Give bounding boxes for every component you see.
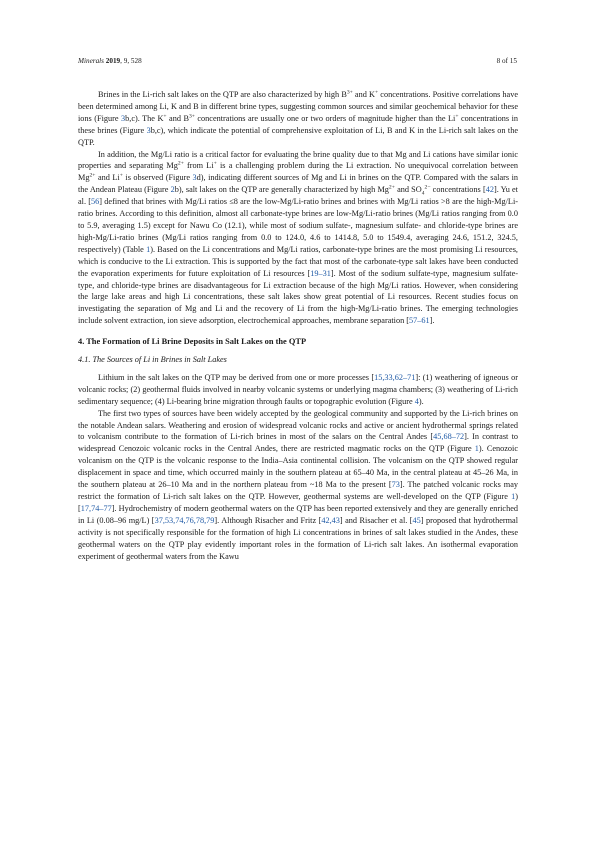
journal-name: Minerals [78,57,104,65]
paragraph: In addition, the Mg/Li ratio is a critical factor for evaluating the brine quality due to that Mg and Li cations have similar ionic properties and separating $Mg^{2+}$ from Li+ is a challenging problem during the Li extraction. No unequivocal correlation between $Mg^{2+}$ and Li+ is observed (Figure 3d), indicating different sources of Mg and Li in brines on the QTP. Compared with the salars in the Andean Plateau (Figure 2b), salt lakes on the QTP are generally characterized by high $Mg^{2+}$ and $SO_4^{2-}$ concentrations [42]. Yu et al. [56] defined that brines with Mg/Li ratios ≤8 are the low-Mg/Li-ratio brines and brines with Mg/Li ratios >8 are the high-Mg/Li-ratio brines. According to this definition, almost all carbonate-type brines are low-Mg/Li-ratio brines (Mg/Li ratios ranging from 0.0 to 5.9, averaging 1.5) except for Nawu Co (12.1), while most of sodium sulfate-, magnesium sulfate- and chloride-type brines are high-Mg/Li-ratio brines (Mg/Li ratios ranging from 0.0 to 124.0, 4.6 to 1414.8, 5.0 to 1549.4, averaging 24.6, 151.2, 324.5, respectively) (Table 1). Based on the Li concentrations and Mg/Li ratios, carbonate-type brines are the most promising Li resources, which is conducive to the Li extraction. This is supported by the fact that most of the carbonate-type salt lakes have been conducted the evaporation experiments for future exploitation of Li resources [19–31]. Most of the sodium sulfate-type, magnesium sulfate-type, and chloride-type brines are disadvantageous for Li extraction because of the high Mg/Li ratios. However, when considering the large lake areas and high Li concentrations, these salt lakes show great potential of Li resources. Recent studies focus on investigating the separation of Mg and Li and the recovery of Li from the high-Mg/Li-ratio brines. The emerging technologies include solvent extraction, ion sieve adsorption, electrochemical approaches, membrane separation [57–61]. [78,149,519,326]
section-heading: 4. The Formation of Li Brine Deposits in Salt Lakes on the QTP [78,337,307,347]
reference-link[interactable]: 45 [412,515,421,525]
reference-link[interactable]: 42 [485,185,494,195]
paragraph: The first two types of sources have been widely accepted by the geological community and supported by the Li-rich brines on the notable Andean salars. Weathering and erosion of widespread volcanic rocks and active or ancient hydrothermal springs related to volcanism contribute to the formation of Li-rich brines in most of the salars on the Central Andes [45,68–72]. In contrast to widespread Cenozoic volcanic rocks in the Central Andes, there are restricted magmatic rocks on the QTP (Figure 1). Cenozoic volcanism on the QTP is the volcanic response to the India–Asia continental collision. The volcanism on the QTP showed regular displacement in space and time, which occurred mainly in the southern plateau at 65–40 Ma, in the central plateau at 45–26 Ma, in the southern plateau at 26–10 Ma and in the northern plateau from ~18 Ma to the present [73]. The patched volcanic rocks may restrict the formation of Li-rich salt lakes on the QTP. However, geothermal systems are well-developed on the QTP (Figure 1) [17,74–77]. Hydrochemistry of modern geothermal waters on the QTP has been reported extensively and they are generally enriched in Li (0.08–96 mg/L) [37,53,74,76,78,79]. Although Risacher and Fritz [42,43] and Risacher et al. [45] proposed that hydrothermal activity is not specifically responsible for the formation of high Li concentrations in brines of salt lakes studied in the Andes, these geothermal waters on the QTP play evidently important roles in the formation of Li-rich salt lakes. An isothermal evaporation experiment of geothermal waters from the Kawu [78,408,518,561]
subsection-heading: 4.1. The Sources of Li in Brines in Salt Lakes [78,355,227,365]
reference-link[interactable]: 57–61 [409,316,430,326]
article-body [78,89,518,562]
reference-link[interactable]: 17,74–77 [80,503,112,513]
figure-link[interactable]: 1 [511,492,516,501]
journal-volume-article: , 9, 528 [120,57,142,65]
figure-link[interactable]: 3 [121,113,126,123]
figure-link[interactable]: 2 [170,185,175,195]
figure-link[interactable]: 4 [414,396,419,406]
running-header-citation [78,57,142,65]
figure-link[interactable]: 1 [474,444,479,454]
reference-link[interactable]: 37,53,74,76,78,79 [154,515,215,525]
figure-link[interactable]: 3 [192,173,197,183]
journal-year: 2019 [105,57,121,65]
reference-link[interactable]: 19–31 [310,268,331,278]
figure-link[interactable]: 3 [146,125,151,135]
paragraph: Brines in the Li-rich salt lakes on the QTP are also characterized by high $B^{3+}$ and K+ concentrations. Positive correlations have been determined among Li, K and B in different brine types, suggesting common sources and similar geochemical behavior for these ions (Figure 3b,c). The K+ and $B^{3+}$ concentrations are usually one or two orders of magnitude higher than the Li+ concentrations in these brines (Figure 3b,c), which indicate the potential of comprehensive exploitation of Li, B and K in the Li-rich salt lakes on the QTP. [78,89,519,147]
reference-link[interactable]: 15,33,62–71 [374,372,416,382]
page-number: 8 of 15 [496,57,517,65]
reference-link[interactable]: 42,43 [321,515,340,525]
reference-link[interactable]: 73 [391,480,400,490]
table-link[interactable]: 1 [146,244,151,254]
reference-link[interactable]: 45,68–72 [433,432,465,442]
paragraph: Lithium in the salt lakes on the QTP may be derived from one or more processes [15,33,62–71]: (1) weathering of igneous or volcanic rocks; (2) geothermal fluids involved in nearby volcanic systems or underlying magma chambers; (3) weathering of Li-rich sedimentary sequence; (4) Li-bearing brine migration through faults or topographic evolution (Figure 4). [78,372,518,406]
reference-link[interactable]: 56 [91,197,100,207]
